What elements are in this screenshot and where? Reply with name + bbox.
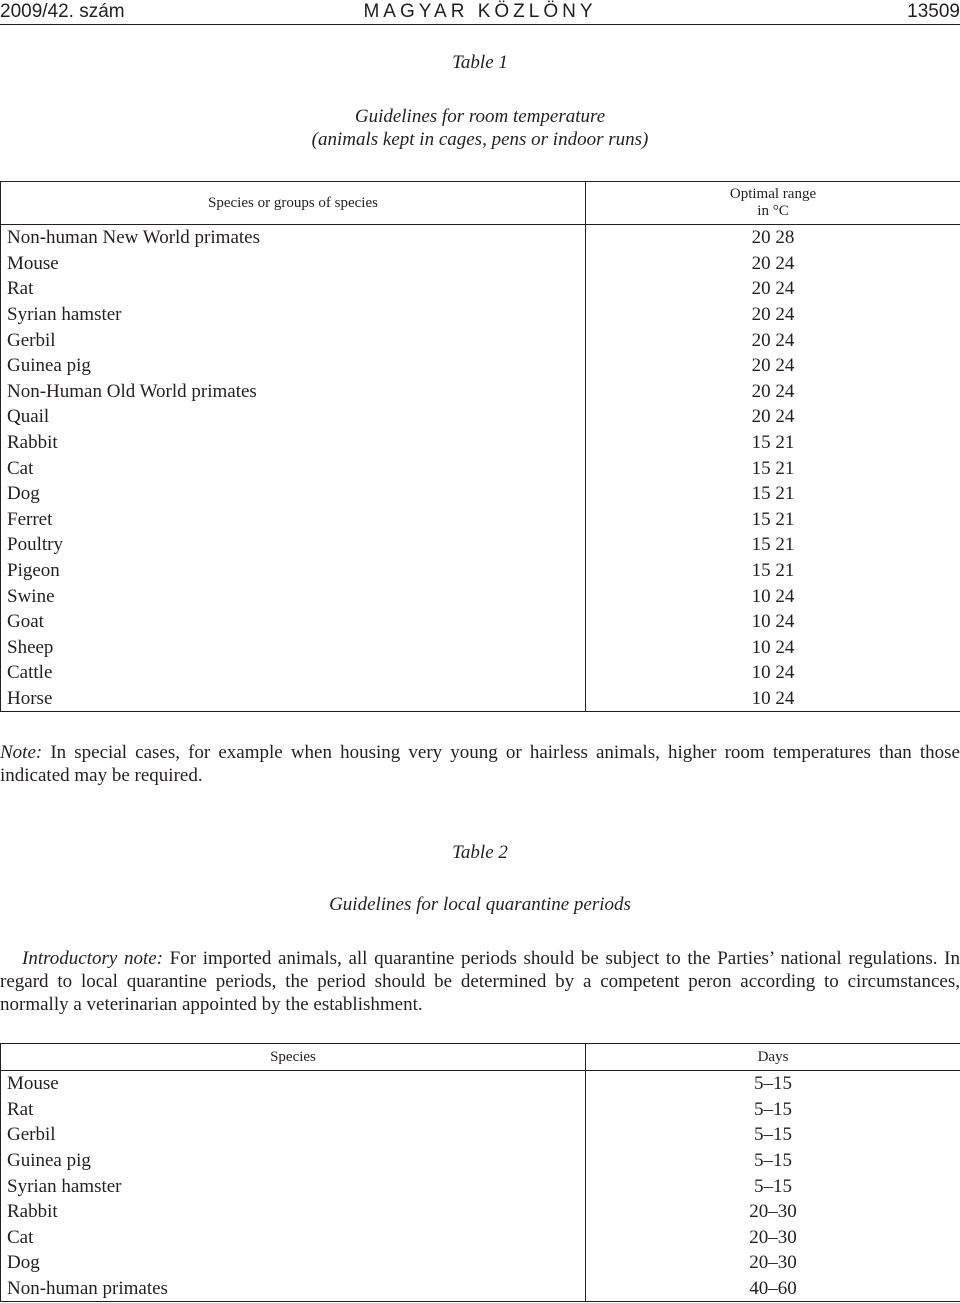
table2-title: Guidelines for local quarantine periods [329,894,631,915]
range-cell: 10 24 [586,686,960,712]
days-cell: 20–30 [586,1225,960,1251]
table-row [1,276,960,302]
table-row [1,404,960,430]
room-temperature-table [0,181,960,712]
note-text: In special cases, for example when housing very young or hairless animals, higher room temperatures than those indicated may be required. [0,742,960,786]
table-row [1,532,960,558]
days-cell: 5–15 [586,1122,960,1148]
intro-note-text: For imported animals, all quarantine periods should be subject to the Parties’ national regulations. In regard to local quarantine periods, the period should be determined by a competent peron according to circumstances, normally a veterinarian appointed by the establishment. [0,948,960,1015]
table-row [1,1122,960,1148]
column-header-species: Species or groups of species [1,182,586,225]
table2-label: Table 2 [452,842,508,863]
table-row [1,327,960,353]
range-cell: 15 21 [586,532,960,558]
table-row [1,353,960,379]
range-cell: 15 21 [586,481,960,507]
table-row [1,583,960,609]
table-row [1,1097,960,1123]
table-row [1,251,960,277]
table-row [1,635,960,661]
range-cell: 20 24 [586,353,960,379]
table-row [1,558,960,584]
table-row [1,609,960,635]
species-cell: Ferret [1,507,586,533]
range-cell: 20 24 [586,327,960,353]
days-cell: 40–60 [586,1276,960,1302]
page-header [0,0,960,25]
table-row [1,225,960,251]
range-cell: 15 21 [586,507,960,533]
species-cell: Dog [1,481,586,507]
range-cell: 10 24 [586,635,960,661]
table-row [1,430,960,456]
table-row [1,1071,960,1097]
table1-title: Guidelines for room temperature [354,106,606,127]
issue-number: 2009/42. szám [0,1,125,22]
range-cell: 10 24 [586,609,960,635]
range-cell: 10 24 [586,660,960,686]
species-cell: Rat [1,1097,586,1123]
range-cell: 15 21 [586,455,960,481]
table-row [1,1225,960,1251]
species-cell: Syrian hamster [1,1173,586,1199]
table1-subtitle: (animals kept in cages, pens or indoor runs) [311,129,649,150]
range-cell: 20 24 [586,302,960,328]
table-row [1,507,960,533]
column-header-days: Days [586,1044,960,1071]
column-header-species: Species [1,1044,586,1071]
species-cell: Cat [1,455,586,481]
species-cell: Mouse [1,251,586,277]
journal-title: MAGYAR KÖZLÖNY [363,1,597,22]
species-cell: Guinea pig [1,1148,586,1174]
page-number: 13509 [907,1,960,22]
note-label: Note: [0,742,43,763]
species-cell: Gerbil [1,1122,586,1148]
table1-note [0,741,960,787]
species-cell: Cat [1,1225,586,1251]
range-cell: 15 21 [586,430,960,456]
days-cell: 5–15 [586,1148,960,1174]
species-cell: Swine [1,583,586,609]
range-cell: 15 21 [586,558,960,584]
table-row [1,1148,960,1174]
species-cell: Guinea pig [1,353,586,379]
days-cell: 5–15 [586,1097,960,1123]
table1-label: Table 1 [452,52,508,73]
range-cell: 20 24 [586,276,960,302]
species-cell: Syrian hamster [1,302,586,328]
days-cell: 5–15 [586,1173,960,1199]
table-row [1,1173,960,1199]
species-cell: Goat [1,609,586,635]
species-cell: Cattle [1,660,586,686]
species-cell: Quail [1,404,586,430]
days-cell: 20–30 [586,1250,960,1276]
table-row [1,1199,960,1225]
species-cell: Non-human primates [1,1276,586,1302]
days-cell: 20–30 [586,1199,960,1225]
species-cell: Poultry [1,532,586,558]
species-cell: Mouse [1,1071,586,1097]
species-cell: Rabbit [1,1199,586,1225]
species-cell: Sheep [1,635,586,661]
table-row [1,1250,960,1276]
table-row [1,1276,960,1302]
table-row [1,660,960,686]
table2-intro-note [0,947,960,1016]
range-cell: 20 24 [586,379,960,405]
range-cell: 10 24 [586,583,960,609]
species-cell: Dog [1,1250,586,1276]
species-cell: Rabbit [1,430,586,456]
range-cell: 20 24 [586,251,960,277]
days-cell: 5–15 [586,1071,960,1097]
quarantine-table [0,1043,960,1302]
column-header-range: Optimal range in °C [586,182,960,225]
species-cell: Rat [1,276,586,302]
species-cell: Pigeon [1,558,586,584]
table-row [1,302,960,328]
range-cell: 20 24 [586,404,960,430]
species-cell: Gerbil [1,327,586,353]
species-cell: Horse [1,686,586,712]
table-row [1,686,960,712]
table-row [1,379,960,405]
species-cell: Non-human New World primates [1,225,586,251]
intro-note-label: Introductory note: [22,948,164,969]
table-row [1,481,960,507]
species-cell: Non-Human Old World primates [1,379,586,405]
range-cell: 20 28 [586,225,960,251]
table-row [1,455,960,481]
